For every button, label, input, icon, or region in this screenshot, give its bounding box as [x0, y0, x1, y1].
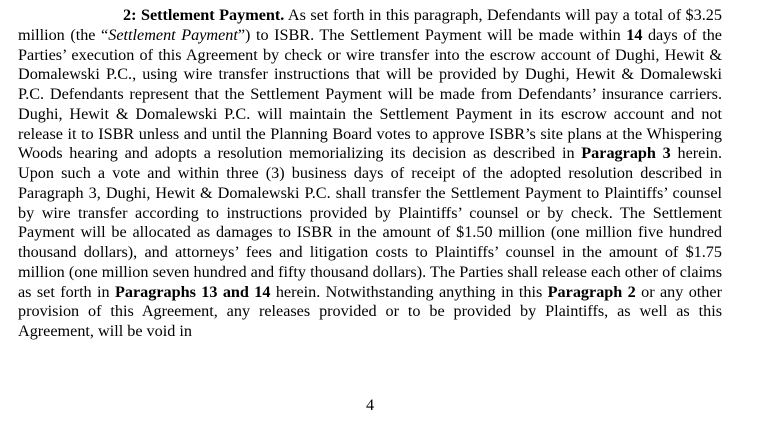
reference-paragraph-3: Paragraph 3 [581, 144, 671, 163]
emphasis-days-count: 14 [626, 25, 643, 44]
paragraph-text: herein. Notwithstanding anything in this [270, 282, 548, 301]
paragraph-text: days of the Parties’ execution of this Agreement by check or wire transfer into the escrow account of Dughi, Hewit & Domalewski P.C., using wire transfer instructions that will be provided by Dughi, Hewit & Domalewski P.C. Defendants represent that the Settlement Payment will be made from Defendants’ insurance carriers. Dughi, Hewit & Domalewski P.C. will maintain the Settlement Payment in its escrow account and not release it to ISBR unless and until the Planning Board votes to approve ISBR’s site plans at the Whispering Woods hearing and adopts a resolution memorializing its decision as described in [18, 25, 722, 163]
reference-paragraphs-13-14: Paragraphs 13 and 14 [114, 282, 271, 301]
section-heading: 2: Settlement Payment. [123, 6, 285, 24]
paragraph-text: As set forth in this paragraph, Defendants will pay a total of $3.25 million (the “ [18, 6, 722, 44]
settlement-payment-paragraph [18, 6, 722, 342]
paragraph-text: herein. Upon such a vote and within three (3) business days of receipt of the adopted resolution described in Paragraph 3, Dughi, Hewit & Domalewski P.C. shall transfer the Settlement Payment to Plaintiffs’ counsel by wire transfer according to instructions provided by Plaintiffs’ counsel or by check. The Settlement Payment will be allocated as damages to ISBR in the amount of $1.50 million (one million five hundred thousand dollars), and attorneys’ fees and litigation costs to Plaintiffs’ counsel in the amount of $1.75 million (one million seven hundred and fifty thousand dollars). The Parties shall release each other of claims as set forth in [18, 144, 722, 301]
paragraph-text: or any other provision of this Agreement, any releases provided or to be provided by Plaintiffs, as well as this Agreement, will be void in [18, 282, 722, 340]
page-number: 4 [365, 396, 375, 414]
reference-paragraph-2: Paragraph 2 [547, 282, 636, 301]
paragraph-text: ”) to ISBR. The Settlement Payment will be made within [237, 25, 627, 44]
defined-term-settlement-payment: Settlement Payment [108, 25, 238, 44]
